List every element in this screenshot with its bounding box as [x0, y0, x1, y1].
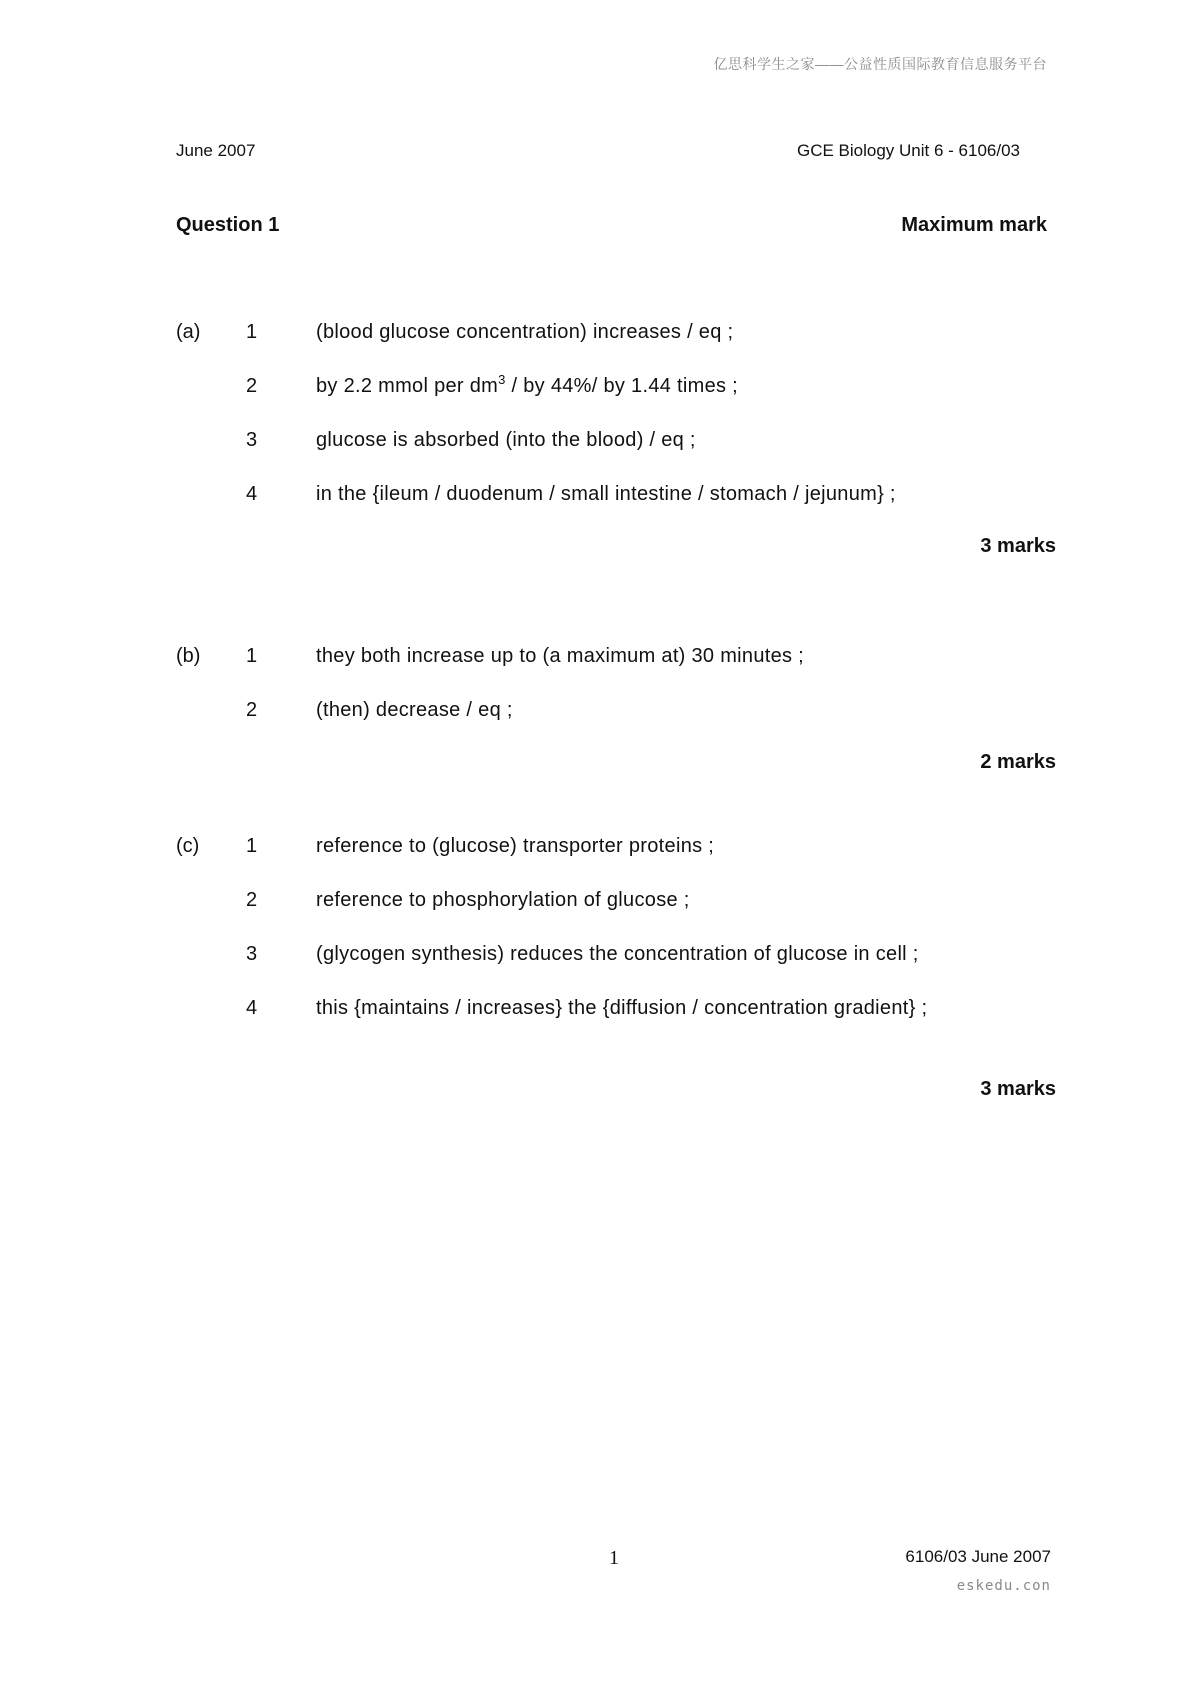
- item-text: [316, 359, 738, 413]
- item-number: 3: [246, 943, 258, 965]
- footer-site-watermark: eskedu.con: [956, 1578, 1051, 1594]
- item-text-part: / by 44%/ by 1.44 times ;: [505, 375, 739, 397]
- item-text: (then) decrease / eq ;: [316, 699, 513, 721]
- item-text: glucose is absorbed (into the blood) / eq ;: [316, 429, 696, 451]
- item-text: in the {ileum / duodenum / small intestine / stomach / jejunum} ;: [316, 483, 896, 505]
- footer-paper-code: 6106/03 June 2007: [905, 1547, 1051, 1566]
- header-date: June 2007: [176, 141, 256, 160]
- item-text: reference to (glucose) transporter proteins ;: [316, 835, 715, 857]
- item-text: they both increase up to (a maximum at) 30 minutes ;: [316, 645, 805, 667]
- header-subject: GCE Biology Unit 6 - 6106/03: [796, 141, 1020, 160]
- part-label: (a): [176, 321, 201, 343]
- item-text: reference to phosphorylation of glucose ;: [316, 889, 690, 911]
- item-number: 2: [246, 375, 258, 397]
- item-number: 4: [246, 483, 258, 505]
- list-item: [176, 305, 1056, 359]
- item-text: this {maintains / increases} the {diffusion / concentration gradient} ;: [316, 997, 928, 1019]
- part-a: [176, 305, 1056, 557]
- item-number: 2: [246, 699, 258, 721]
- list-item: [176, 981, 1056, 1035]
- page-number: 1: [609, 1547, 619, 1569]
- list-item: [176, 819, 1056, 873]
- part-label: (b): [176, 645, 201, 667]
- list-item: [176, 629, 1056, 683]
- list-item: [176, 413, 1056, 467]
- item-number: 1: [246, 645, 258, 667]
- superscript: 3: [498, 372, 506, 387]
- marks-total: 2 marks: [980, 751, 1056, 773]
- question-title: Question 1: [176, 214, 280, 236]
- watermark-header: 亿思科学生之家——公益性质国际教育信息服务平台: [713, 56, 1047, 72]
- item-number: 2: [246, 889, 258, 911]
- marks-total: 3 marks: [980, 535, 1056, 557]
- item-text-part: by 2.2 mmol per dm: [316, 375, 499, 397]
- list-item: [176, 467, 1056, 521]
- list-item: [176, 927, 1056, 981]
- list-item: [176, 683, 1056, 737]
- item-number: 1: [246, 321, 258, 343]
- item-text: (blood glucose concentration) increases / eq ;: [316, 321, 734, 343]
- part-c: [176, 819, 1056, 1100]
- list-item: [176, 873, 1056, 927]
- item-text: (glycogen synthesis) reduces the concentration of glucose in cell ;: [316, 943, 919, 965]
- part-label: (c): [176, 835, 200, 857]
- max-mark-heading: Maximum mark: [901, 214, 1047, 236]
- marks-total: 3 marks: [980, 1078, 1056, 1100]
- item-number: 1: [246, 835, 258, 857]
- part-b: [176, 629, 1056, 773]
- item-number: 3: [246, 429, 258, 451]
- list-item: [176, 359, 1056, 413]
- item-number: 4: [246, 997, 258, 1019]
